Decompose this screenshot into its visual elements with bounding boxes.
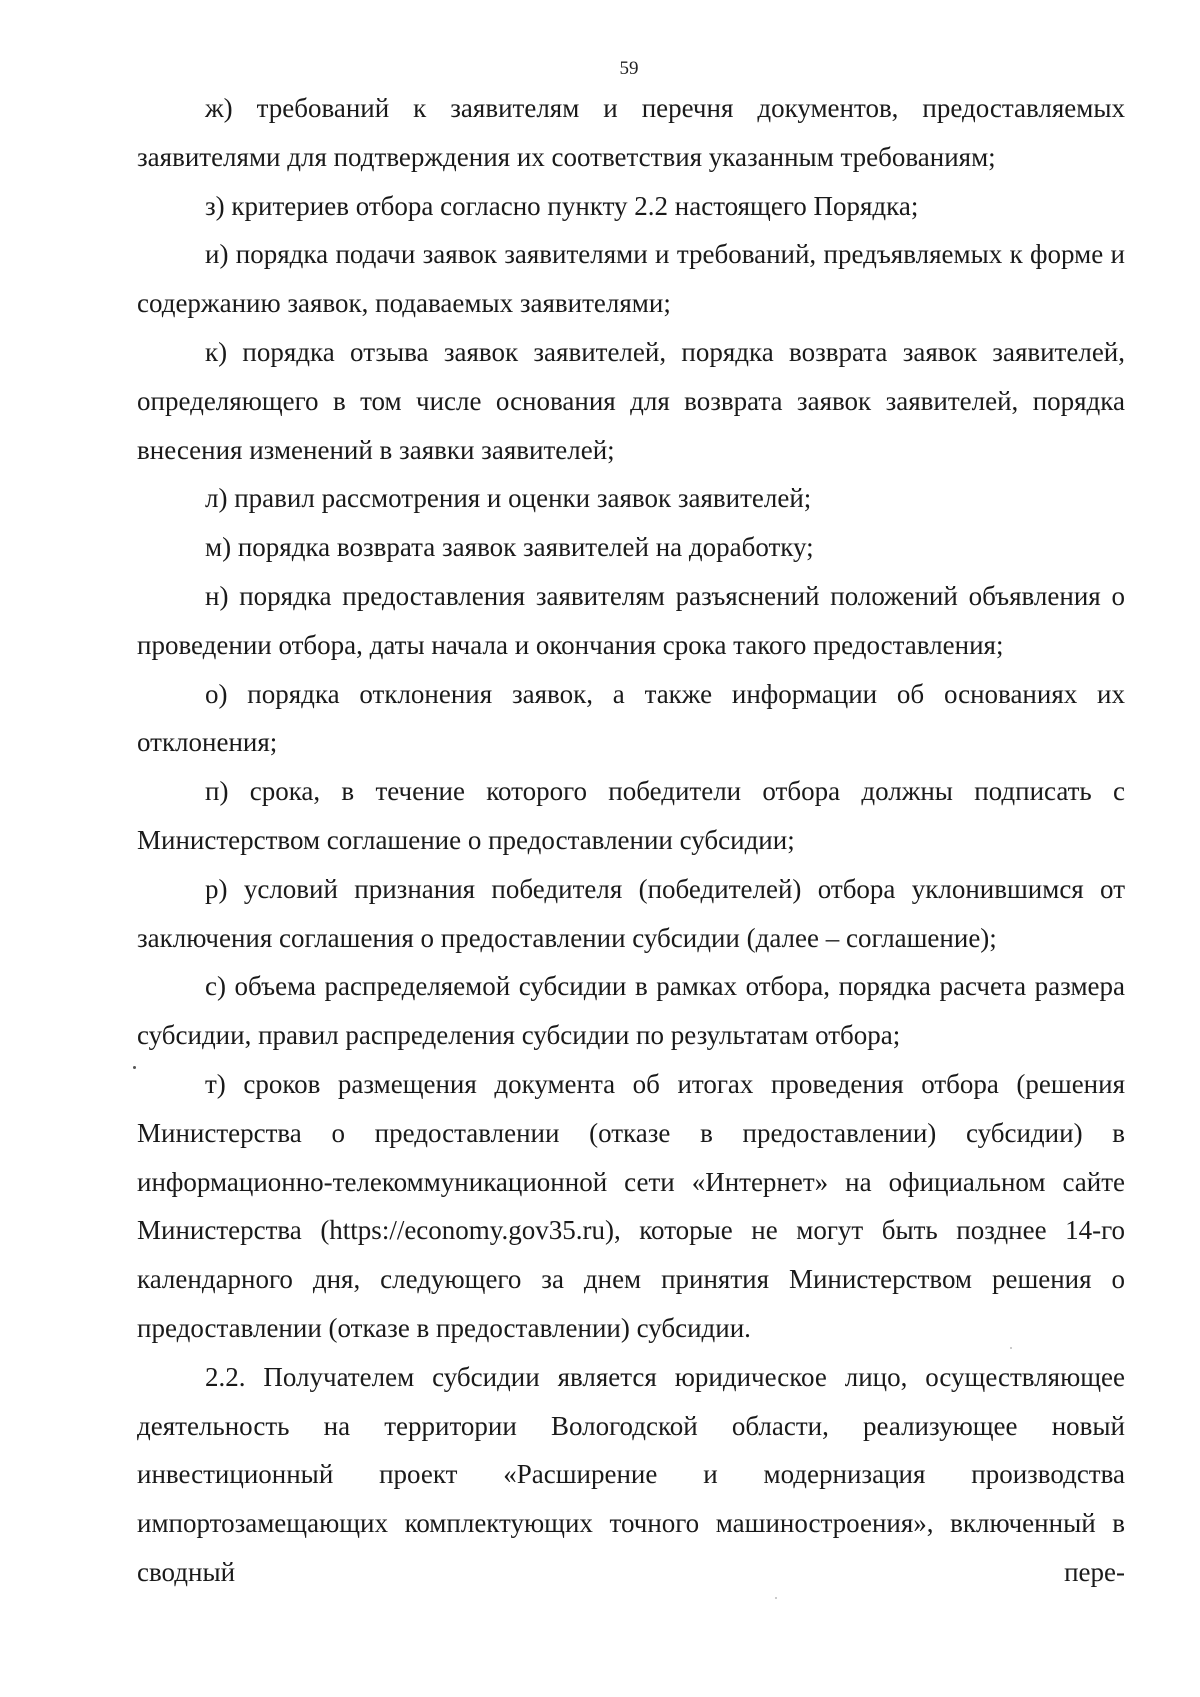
paragraph-o: о) порядка отклонения заявок, а также информации об основаниях их отклонения; [137,678,1125,758]
paragraph-k: к) порядка отзыва заявок заявителей, порядка возврата заявок заявителей, определяющего в том числе основания для возврата заявок заявителей, порядка внесения изменений в заявки заявителей; [137,336,1125,465]
paragraph-t: т) сроков размещения документа об итогах проведения отбора (решения Министерства о предоставлении (отказе в предоставлении) субсидии) в информационно-телекоммуникационной сети «Интернет» на официальном сайте Министерства (https://economy.gov35.ru), которые не могут быть позднее 14-го календарного дня, следующего за днем принятия Министерством решения о предоставлении (отказе в предоставлении) субсидии. [137,1068,1125,1343]
paragraph-m: м) порядка возврата заявок заявителей на доработку; [205,532,814,563]
paragraph-n: н) порядка предоставления заявителям разъяснений положений объявления о проведении отбора, даты начала и окончания срока такого предоставления; [137,580,1125,660]
paragraph-p: п) срока, в течение которого победители отбора должны подписать с Министерством соглашение о предоставлении субсидии; [137,776,1125,855]
paragraph-l: л) правил рассмотрения и оценки заявок заявителей; [205,483,812,514]
scan-speck [775,1597,777,1599]
margin-mark [133,1066,136,1069]
page-number: 59 [619,58,639,79]
paragraph-z: з) критериев отбора согласно пункту 2.2 настоящего Порядка; [205,190,919,221]
document-body [137,84,1125,1597]
paragraph-2-2: 2.2. Получателем субсидии является юридическое лицо, осуществляющее деятельность на территории Вологодской области, реализующее новый инвестиционный проект «Расширение и модернизация производства импортозамещающих комплектующих точного машиностроения», включенный в сводный пере- [137,1361,1125,1587]
scan-speck [1010,1347,1012,1349]
paragraph-i: и) порядка подачи заявок заявителями и требований, предъявляемых к форме и содержанию заявок, подаваемых заявителями; [137,239,1125,319]
paragraph-s: с) объема распределяемой субсидии в рамках отбора, порядка расчета размера субсидии, правил распределения субсидии по результатам отбора; [137,971,1125,1051]
paragraph-zh: ж) требований к заявителям и перечня документов, предоставляемых заявителями для подтверждения их соответствия указанным требованиям; [137,93,1125,172]
paragraph-r: р) условий признания победителя (победителей) отбора уклонившимся от заключения соглашения о предоставлении субсидии (далее – соглашение); [137,873,1125,953]
